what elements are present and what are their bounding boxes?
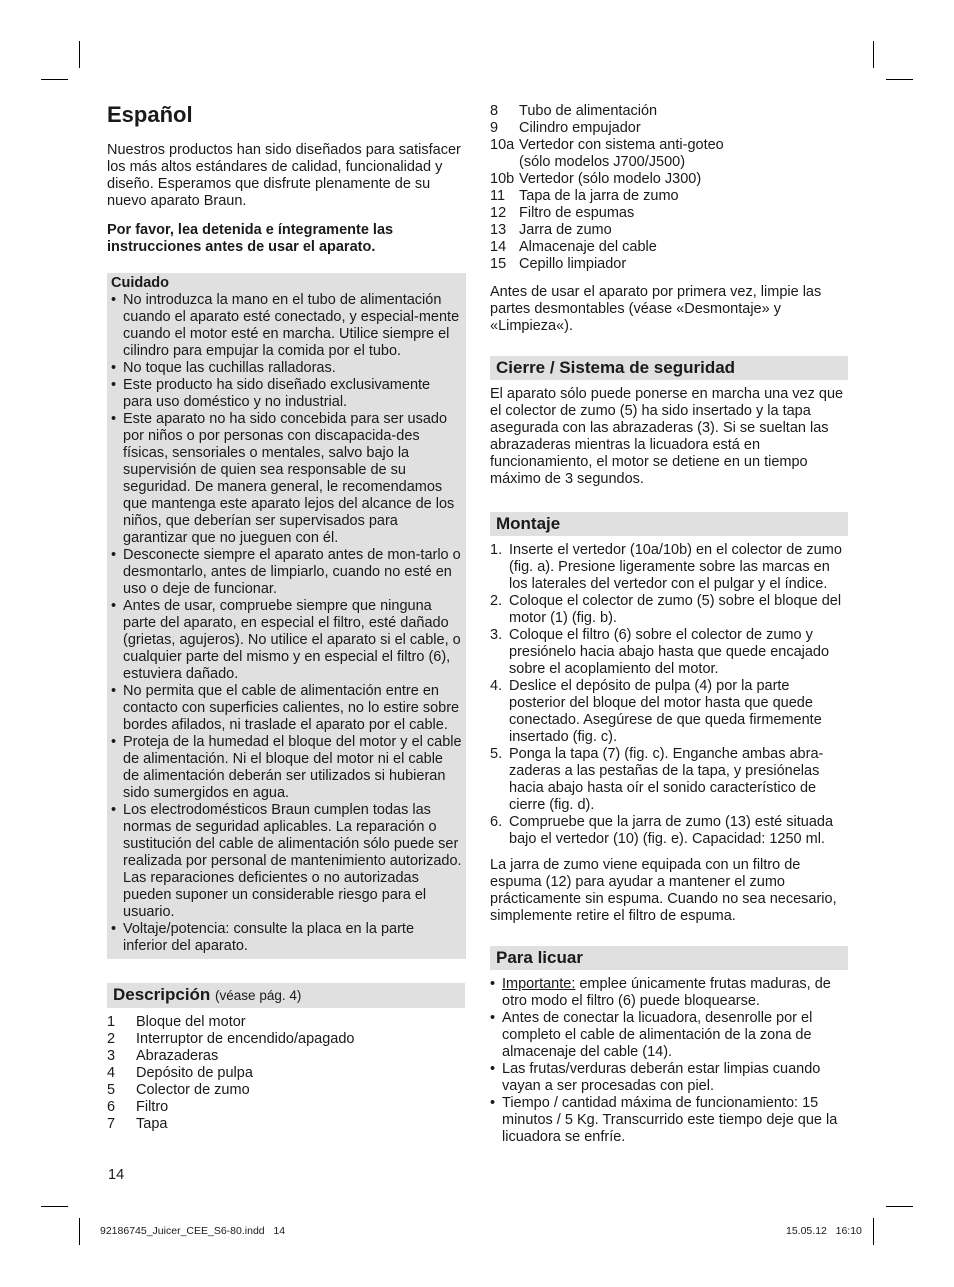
parts-list-left	[107, 1014, 354, 1133]
crop-mark	[79, 41, 80, 68]
crop-mark	[873, 41, 874, 68]
list-item: 8 Tubo de alimentación	[490, 103, 658, 119]
list-item: 14 Almacenaje del cable	[490, 239, 657, 255]
list-item: 5 Colector de zumo	[107, 1082, 250, 1098]
assembly-step: 5. Ponga la tapa (7) (fig. c). Enganche ambas abra-zaderas a las pestañas de la tapa, y presiónelas hacia abajo hasta oír el sonido característico de cierre (fig. d).	[490, 746, 824, 813]
caution-item: • Los electrodomésticos Braun cumplen todas las normas de seguridad aplicables. La reparación o sustitución del cable de alimentación sólo puede ser realizada por personal de mantenimiento autorizado. Las reparaciones deficientes o no autorizadas pueden suponer un considerable riesgo para el usuario.	[111, 802, 462, 921]
list-item: 2 Interruptor de encendido/apagado	[107, 1031, 355, 1047]
footer-date: 15.05.12 16:10	[786, 1225, 862, 1237]
right-column	[490, 103, 848, 1146]
page-title: Español	[107, 102, 193, 127]
list-item: 9 Cilindro empujador	[490, 120, 641, 136]
juicing-item: • Las frutas/verduras deberán estar limpias cuando vayan a ser procesadas con piel.	[490, 1061, 848, 1095]
caution-item: • Este producto ha sido diseñado exclusivamente para uso doméstico y no industrial.	[111, 377, 462, 411]
caution-list	[111, 292, 462, 955]
list-item: 15 Cepillo limpiador	[490, 256, 627, 272]
caution-item: • No toque las cuchillas ralladoras.	[111, 360, 462, 377]
list-item: 1 Bloque del motor	[107, 1014, 246, 1030]
list-item: 10a Vertedor con sistema anti-goteo	[490, 137, 724, 153]
assembly-step: 2. Coloque el colector de zumo (5) sobre el bloque del motor (1) (fig. b).	[490, 593, 842, 626]
footer-file: 92186745_Juicer_CEE_S6-80.indd 14	[100, 1225, 286, 1237]
list-item: 6 Filtro	[107, 1099, 169, 1115]
juicing-item: • Importante: emplee únicamente frutas maduras, de otro modo el filtro (6) puede bloquearse.	[490, 976, 848, 1010]
description-title: Descripción	[113, 985, 211, 1004]
crop-mark	[79, 1218, 80, 1245]
assembly-step: 6. Compruebe que la jarra de zumo (13) esté situada bajo el vertedor (10) (fig. e). Capacidad: 1250 ml.	[490, 814, 834, 847]
description-note: Antes de usar el aparato por primera vez, limpie las partes desmontables (véase «Desmontaje» y «Limpieza«).	[490, 284, 822, 334]
page-number: 14	[108, 1167, 125, 1183]
intro-paragraph: Nuestros productos han sido diseñados para satisfacer los más altos estándares de calidad, funcionalidad y diseño. Esperamos que disfrute plenamente de su nuevo aparato Braun.	[107, 142, 461, 209]
list-item: 4 Depósito de pulpa	[107, 1065, 253, 1081]
intro-bold-paragraph: Por favor, lea detenida e íntegramente las instrucciones antes de usar el aparato.	[107, 222, 394, 255]
description-heading	[107, 983, 465, 1008]
caution-item: • Este aparato no ha sido concebida para ser usado por niños o por personas con discapacida-des físicas, sensoriales o mentales, salvo bajo la supervisión de quien sea responsable de su seguridad. De manera general, le recomendamos que mantenga este aparato lejos del alcance de los niños, que deberían ser supervisados para garantizar que no jueguen con él.	[111, 411, 462, 547]
list-item: 3 Abrazaderas	[107, 1048, 219, 1064]
safety-heading: Cierre / Sistema de seguridad	[490, 356, 848, 380]
list-item: 11 Tapa de la jarra de zumo	[490, 188, 679, 204]
assembly-heading: Montaje	[490, 512, 848, 536]
assembly-step: 4. Deslice el depósito de pulpa (4) por la parte posterior del bloque del motor hasta que quede conectado. Asegúrese de que queda firmemente insertado (fig. c).	[490, 678, 822, 745]
assembly-step: 1. Inserte el vertedor (10a/10b) en el colector de zumo (fig. a). Presione ligeramente sobre las marcas en los laterales del vertedor con el pulgar y el índice.	[490, 542, 842, 592]
assembly-steps	[490, 542, 848, 848]
list-item: 12 Filtro de espumas	[490, 205, 635, 221]
caution-item: • Desconecte siempre el aparato antes de mon-tarlo o desmontarlo, antes de limpiarlo, cuando no esté en uso o deje de funcionar.	[111, 547, 462, 598]
caution-item: • Antes de usar, compruebe siempre que ninguna parte del aparato, en especial el filtro, esté dañado (grietas, agujeros). No utilice el aparato si el cable, o cualquier parte del mismo y en especial el filtro (6), estuviera dañado.	[111, 598, 462, 683]
caution-item: • Proteja de la humedad el bloque del motor y el cable de alimentación. Ni el bloque del motor ni el cable de alimentación deberán ser utilizados si hubieran sido sumergidos en agua.	[111, 734, 462, 802]
list-item: 10b Vertedor (sólo modelo J300)	[490, 171, 702, 187]
caution-item: • No permita que el cable de alimentación entre en contacto con superficies calientes, no lo estire sobre bordes afilados, ni traslade el aparato por el cable.	[111, 683, 462, 734]
assembly-note: La jarra de zumo viene equipada con un filtro de espuma (12) para ayudar a mantener el zumo prácticamente sin espuma. Cuando no sea necesario, simplemente retire el filtro de espuma.	[490, 857, 837, 924]
safety-text: El aparato sólo puede ponerse en marcha una vez que el colector de zumo (5) ha sido insertado y la tapa asegurada con las abrazaderas (3). Si se sueltan las abrazaderas mientras la licuadora está en funcionamiento, el motor se detiene en un tiempo máximo de 3 segundos.	[490, 386, 844, 487]
crop-mark	[41, 1206, 68, 1207]
juicing-list	[490, 976, 848, 1146]
juicing-item: • Tiempo / cantidad máxima de funcionamiento: 15 minutos / 5 Kg. Transcurrido este tiempo deje que la licuadora se enfríe.	[490, 1095, 848, 1146]
left-column	[107, 102, 465, 1133]
caution-box	[107, 273, 466, 959]
caution-item: • No introduzca la mano en el tubo de alimentación cuando el aparato esté conectado, y especial-mente cuando el motor esté en marcha. Utilice siempre el cilindro para empujar la comida por el tubo.	[111, 292, 462, 360]
juicing-heading: Para licuar	[490, 946, 848, 970]
parts-list-right	[490, 103, 724, 273]
list-item: 13 Jarra de zumo	[490, 222, 612, 238]
list-item: (sólo modelos J700/J500)	[519, 154, 686, 170]
assembly-step: 3. Coloque el filtro (6) sobre el colector de zumo y presiónelo hacia abajo hasta que quede encajado sobre el acoplamiento del motor.	[490, 627, 830, 677]
crop-mark	[41, 79, 68, 80]
caution-title: Cuidado	[111, 275, 169, 291]
crop-mark	[886, 1206, 913, 1207]
crop-mark	[873, 1218, 874, 1245]
crop-mark	[886, 79, 913, 80]
caution-item: • Voltaje/potencia: consulte la placa en la parte inferior del aparato.	[111, 921, 462, 955]
description-subtitle: (véase pág. 4)	[215, 988, 302, 1003]
list-item: 7 Tapa	[107, 1116, 168, 1132]
juicing-item: • Antes de conectar la licuadora, desenrolle por el completo el cable de alimentación de la zona de almacenaje del cable (14).	[490, 1010, 848, 1061]
